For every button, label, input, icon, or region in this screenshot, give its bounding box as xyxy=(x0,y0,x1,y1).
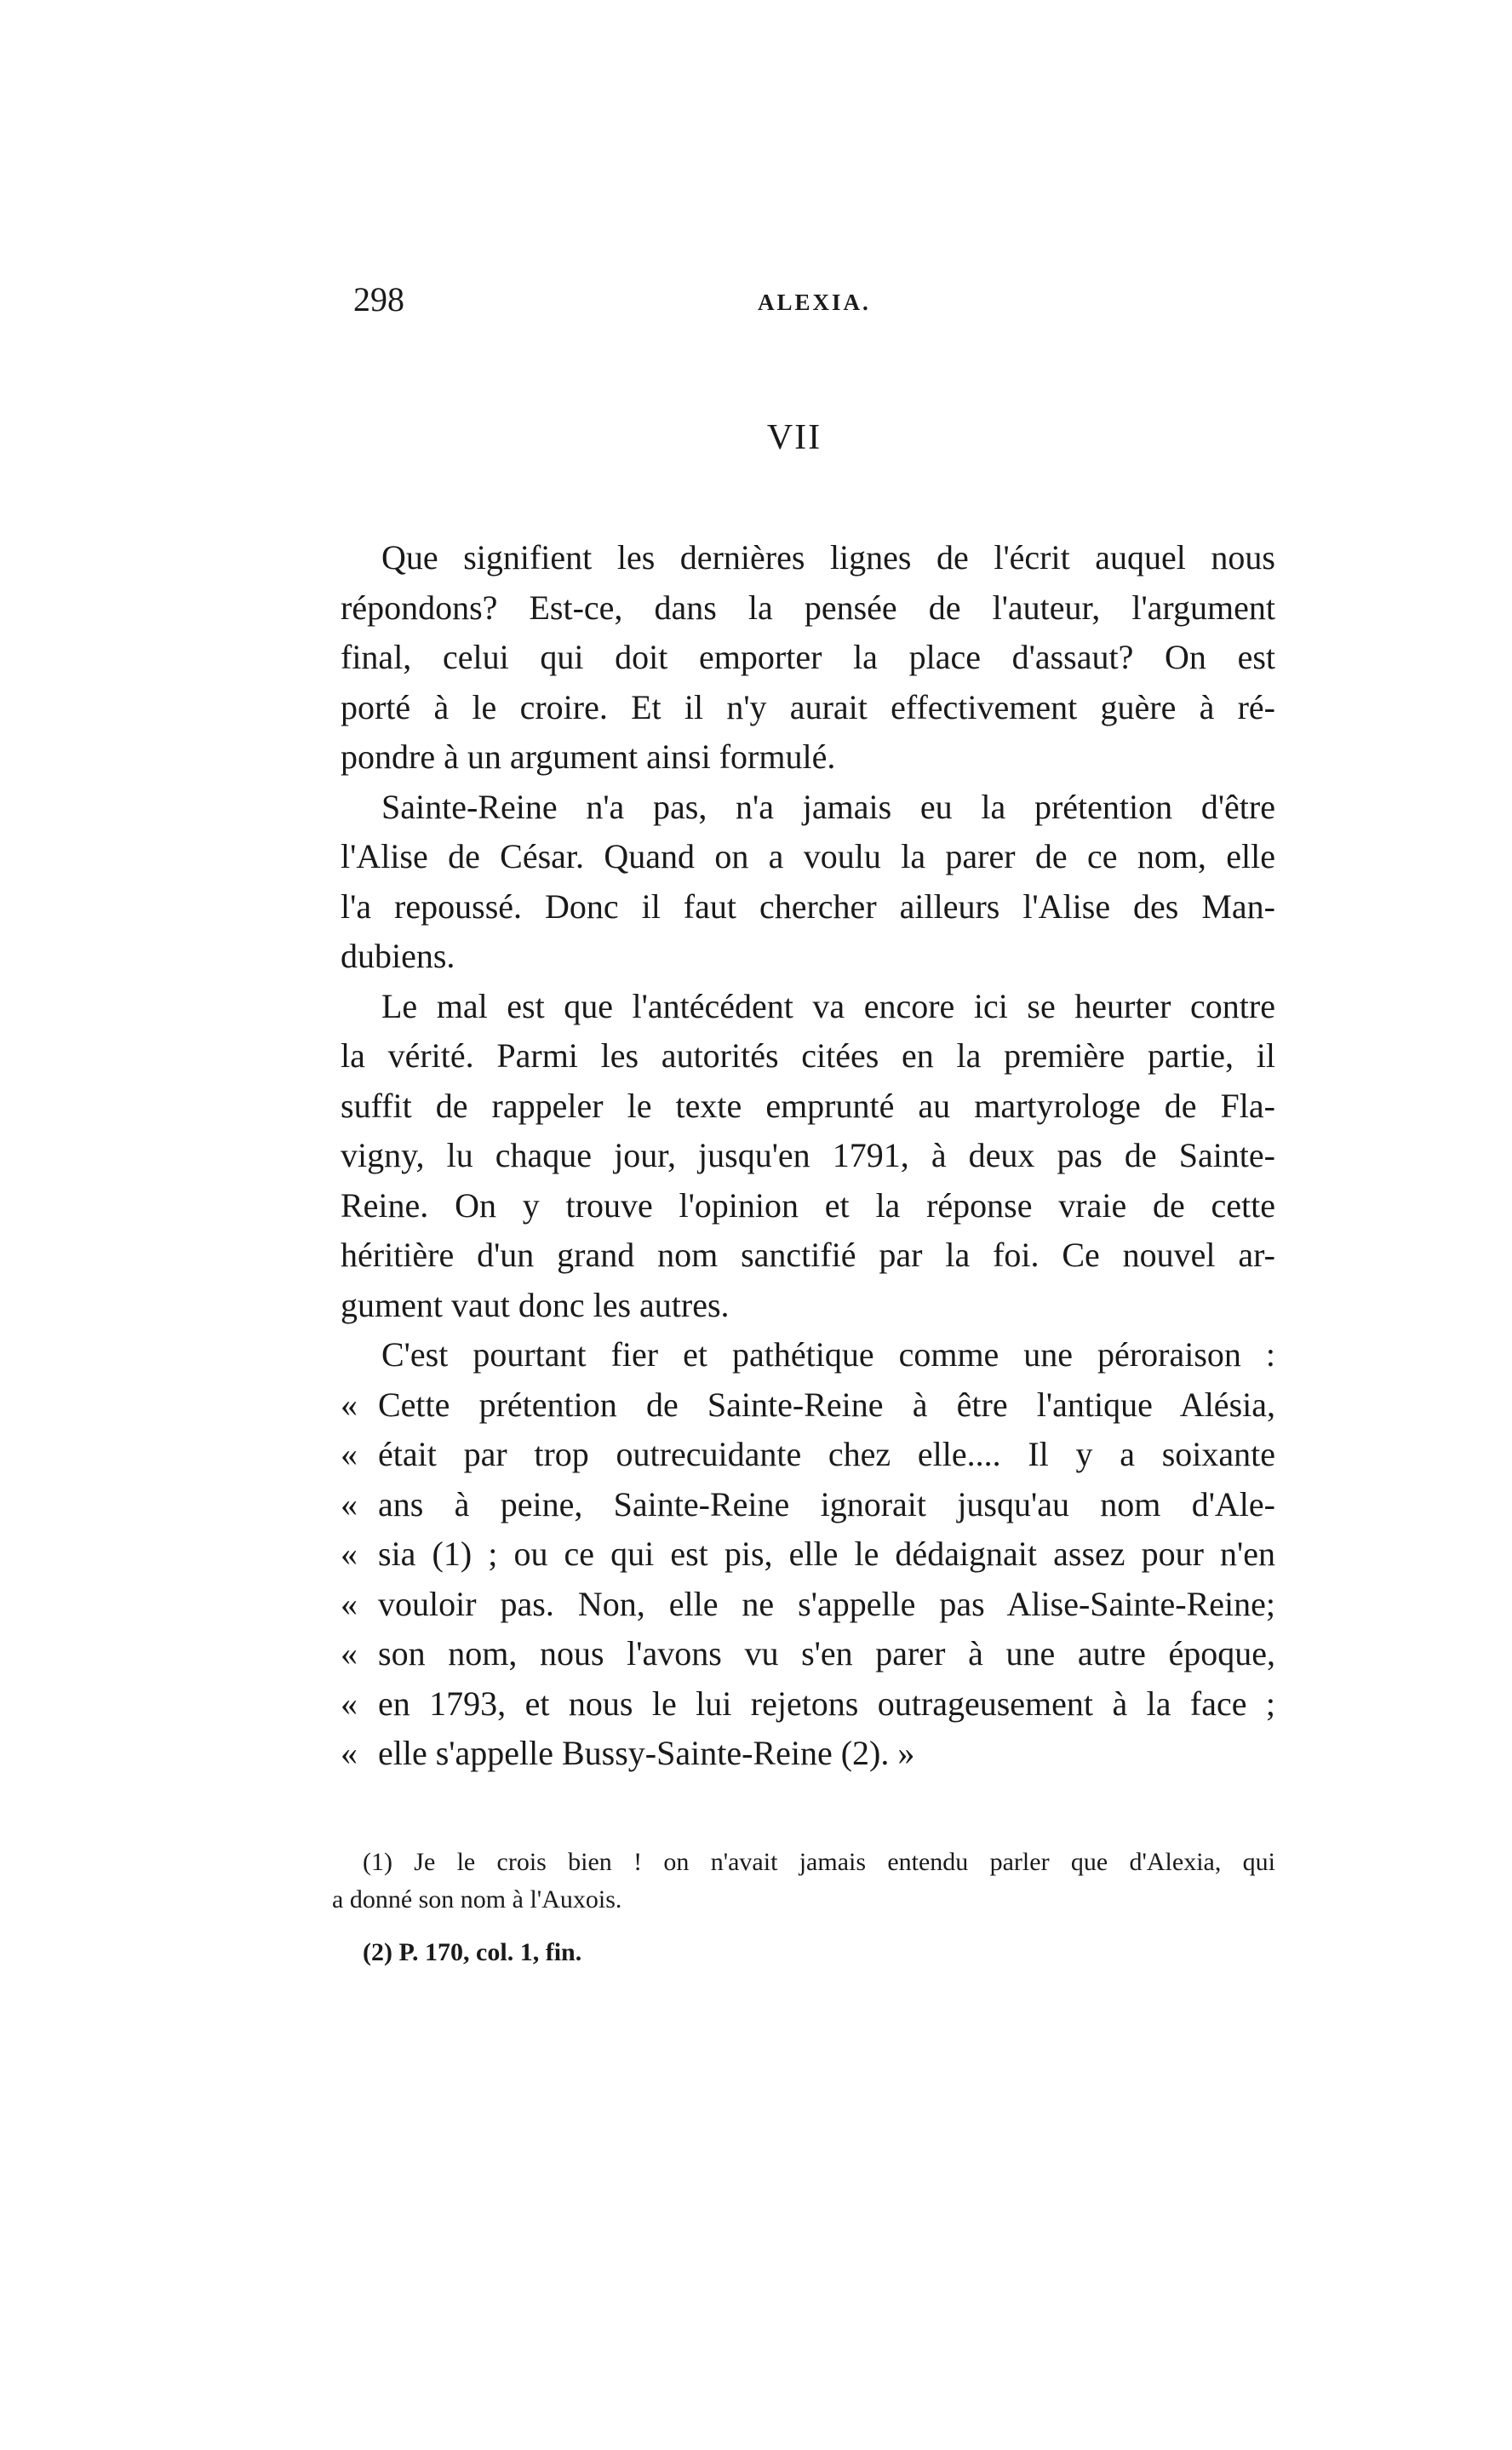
quote-line xyxy=(341,1480,1275,1530)
guillemet: « xyxy=(341,1385,358,1424)
text-line: Sainte-Reine n'a pas, n'a jamais eu la prétention d'être xyxy=(381,787,1275,826)
quote-line xyxy=(341,1529,1275,1580)
quote-text: son nom, nous l'avons vu s'en parer à une autre époque, xyxy=(378,1634,1275,1673)
quote-line xyxy=(341,1679,1275,1730)
footnote-2: (2) P. 170, col. 1, fin. xyxy=(363,1938,582,1966)
text-line: final, celui qui doit emporter la place d'assaut? On est xyxy=(341,638,1275,676)
footnotes xyxy=(332,1844,1275,1971)
text-line: vigny, lu chaque jour, jusqu'en 1791, à deux pas de Sainte- xyxy=(341,1136,1275,1174)
section-heading: VII xyxy=(766,418,822,457)
guillemet: « xyxy=(341,1634,358,1673)
text-line: suffit de rappeler le texte emprunté au martyrologe de Fla- xyxy=(341,1086,1275,1125)
footnote-1-continued: a donné son nom à l'Auxois. xyxy=(332,1885,622,1914)
text-line: la vérité. Parmi les autorités citées en la première partie, il xyxy=(341,1036,1275,1075)
quote-text: ans à peine, Sainte-Reine ignorait jusqu'au nom d'Ale- xyxy=(378,1484,1275,1523)
text-line: répondons? Est-ce, dans la pensée de l'auteur, l'argument xyxy=(341,588,1275,627)
text-line: gument vaut donc les autres. xyxy=(341,1285,730,1324)
quote-text: elle s'appelle Bussy-Sainte-Reine (2). » xyxy=(378,1734,915,1772)
guillemet: « xyxy=(341,1535,358,1573)
footnote-1: (1) Je le crois bien ! on n'avait jamais entendu parler que d'Alexia, qui xyxy=(363,1848,1275,1876)
paragraph-3 xyxy=(341,982,1275,1331)
quote-text: sia (1) ; ou ce qui est pis, elle le dédaignait assez pour n'en xyxy=(378,1535,1275,1573)
text-line: Le mal est que l'antécédent va encore ici se heurter contre xyxy=(381,986,1275,1025)
text-line: Reine. On y trouve l'opinion et la réponse vraie de cette xyxy=(341,1185,1275,1225)
text-line: héritière d'un grand nom sanctifié par la foi. Ce nouvel ar- xyxy=(341,1236,1275,1274)
quote-line xyxy=(341,1380,1275,1431)
guillemet: « xyxy=(341,1435,358,1473)
text-line: l'a repoussé. Donc il faut chercher ailleurs l'Alise des Man- xyxy=(341,886,1275,926)
page-header xyxy=(353,279,1277,330)
quote-line xyxy=(341,1629,1275,1679)
text-line: porté à le croire. Et il n'y aurait effectivement guère à ré- xyxy=(341,687,1275,726)
running-title: ALEXIA. xyxy=(758,290,871,315)
text-line: dubiens. xyxy=(341,937,455,975)
body-text xyxy=(341,533,1275,1779)
quote-line xyxy=(341,1580,1275,1630)
quote-text: Cette prétention de Sainte-Reine à être l'antique Alésia, xyxy=(378,1385,1275,1424)
guillemet: « xyxy=(341,1684,358,1723)
guillemet: « xyxy=(341,1584,358,1623)
paragraph-4 xyxy=(341,1330,1275,1779)
paragraph-1 xyxy=(341,533,1275,783)
quote-line xyxy=(341,1729,1275,1779)
quote-text: en 1793, et nous le lui rejetons outrageusement à la face ; xyxy=(378,1684,1275,1723)
quote-line xyxy=(341,1430,1275,1480)
text-line: Que signifient les dernières lignes de l'écrit auquel nous xyxy=(381,538,1275,577)
page-number: 298 xyxy=(353,280,404,318)
text-line: pondre à un argument ainsi formulé. xyxy=(341,737,836,776)
quote-text: vouloir pas. Non, elle ne s'appelle pas Alise-Sainte-Reine; xyxy=(378,1584,1275,1623)
text-line: l'Alise de César. Quand on a voulu la parer de ce nom, elle xyxy=(341,837,1275,875)
text-line: C'est pourtant fier et pathétique comme une péroraison : xyxy=(381,1335,1275,1374)
quote-text: était par trop outrecuidante chez elle.... Il y a soixante xyxy=(378,1435,1275,1473)
paragraph-2 xyxy=(341,783,1275,982)
guillemet: « xyxy=(341,1484,358,1523)
guillemet: « xyxy=(341,1734,358,1772)
